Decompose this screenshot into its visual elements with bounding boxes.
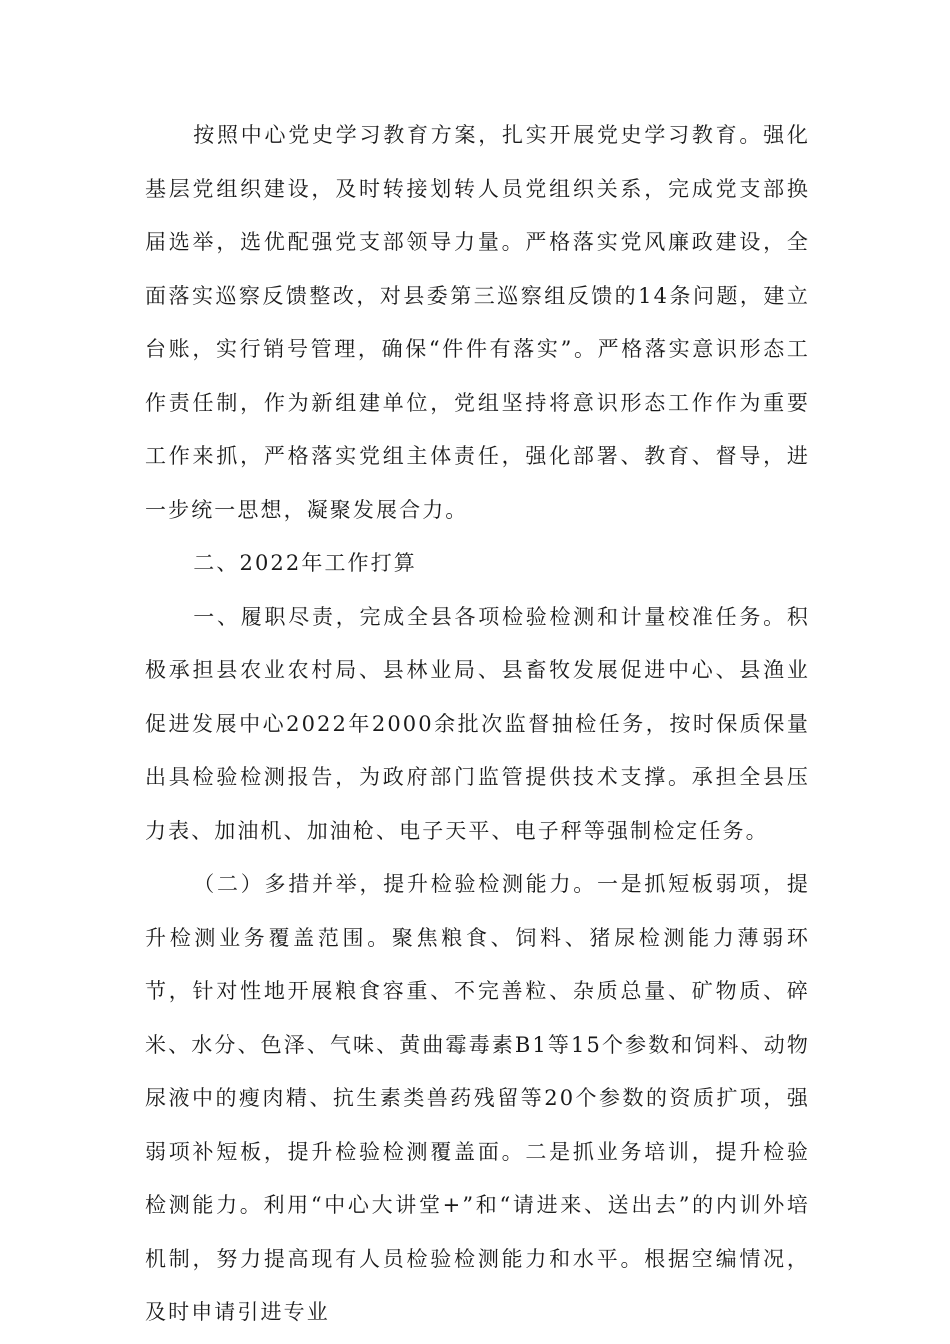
section-heading-2022-plan: 二、2022年工作打算 xyxy=(193,551,417,575)
paragraph-inspection-tasks: 一、履职尽责，完成全县各项检验检测和计量校准任务。积极承担县农业农村局、县林业局、县畜牧发展促进中心、县渔业促进发展中心2022年2000余批次监督抽检任务，按时保质保量出具检验检测报告，为政府部门监管提供技术支撑。承担全县压力表、加油机、加油枪、电子天平、电子秤等强制检定任务。 xyxy=(145,604,810,843)
document-body xyxy=(145,109,810,1340)
paragraph-party-building: 按照中心党史学习教育方案，扎实开展党史学习教育。强化基层党组织建设，及时转接划转人员党组织关系，完成党支部换届选举，选优配强党支部领导力量。严格落实党风廉政建设，全面落实巡察反馈整改，对县委第三巡察组反馈的14条问题，建立台账，实行销号管理，确保“件件有落实”。严格落实意识形态工作责任制，作为新组建单位，党组坚持将意识形态工作作为重要工作来抓，严格落实党组主体责任，强化部署、教育、督导，进一步统一思想，凝聚发展合力。 xyxy=(145,123,810,522)
paragraph-capability-improvement: （二）多措并举，提升检验检测能力。一是抓短板弱项，提升检测业务覆盖范围。聚焦粮食、饲料、猪尿检测能力薄弱环节，针对性地开展粮食容重、不完善粒、杂质总量、矿物质、碎米、水分、色泽、气味、黄曲霉毒素B1等15个参数和饲料、动物尿液中的瘦肉精、抗生素类兽药残留等20个参数的资质扩项，强弱项补短板，提升检验检测覆盖面。二是抓业务培训，提升检验检测能力。利用“中心大讲堂+”和“请进来、送出去”的内训外培机制，努力提高现有人员检验检测能力和水平。根据空编情况，及时申请引进专业 xyxy=(145,872,810,1324)
